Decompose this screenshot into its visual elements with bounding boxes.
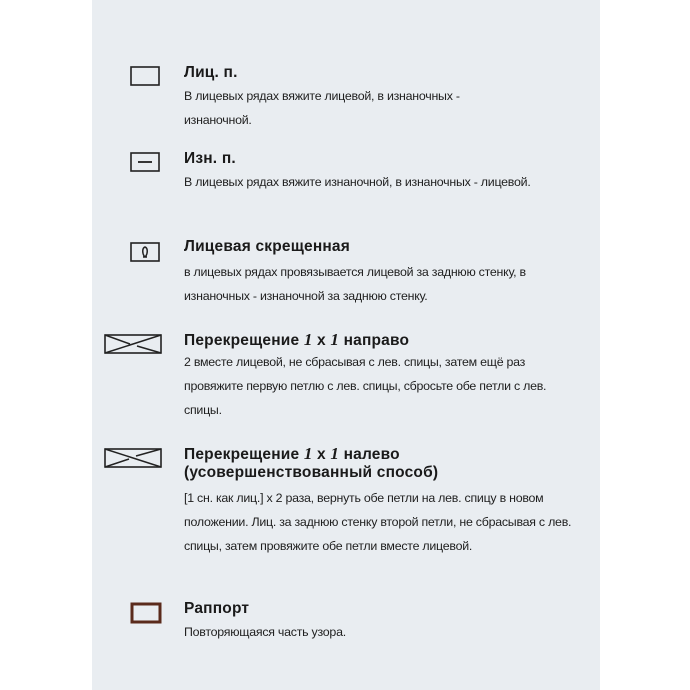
title-text: Перекрещение xyxy=(184,446,304,463)
legend-description: в лицевых рядах провязывается лицевой за заднюю стенку, в изнаночных - изнаночной за заднюю стенку. xyxy=(184,265,526,303)
title-times: x xyxy=(312,446,331,463)
legend-title: Лицевая скрещенная xyxy=(184,238,351,255)
legend-description: В лицевых рядах вяжите лицевой, в изнаночных - изнаночной. xyxy=(184,89,460,127)
left-cross-symbol-icon xyxy=(104,448,162,468)
knit-symbol-icon xyxy=(130,66,160,86)
legend-title: Раппорт xyxy=(184,600,250,617)
title-direction: направо xyxy=(339,332,410,349)
legend-title: Изн. п. xyxy=(184,150,236,167)
legend-description: Повторяющаяся часть узора. xyxy=(184,625,346,639)
title-number: 1 xyxy=(303,444,313,463)
title-direction: налево xyxy=(339,446,400,463)
right-cross-symbol-icon xyxy=(104,334,162,354)
legend-title xyxy=(184,444,400,464)
legend-description: 2 вместе лицевой, не сбрасывая с лев. спицы, затем ещё раз провяжите первую петлю с лев. спицы, сбросьте обе петли с лев. спицы. xyxy=(184,355,547,417)
legend-description: В лицевых рядах вяжите изнаночной, в изнаночных - лицевой. xyxy=(184,175,531,189)
repeat-symbol-icon xyxy=(130,602,162,624)
legend-description: [1 сн. как лиц.] x 2 раза, вернуть обе петли на лев. спицу в новом положении. Лиц. за заднюю стенку второй петли, не сбрасывая с лев. спицы, затем провяжите обе петли вместе лицевой. xyxy=(184,491,572,553)
title-number: 1 xyxy=(330,330,340,349)
legend-title-line2: (усовершенствованный способ) xyxy=(184,464,439,481)
title-text: Перекрещение xyxy=(184,332,304,349)
twisted-knit-symbol-icon xyxy=(130,242,160,262)
legend-title xyxy=(184,330,409,350)
purl-symbol-icon xyxy=(130,152,160,172)
title-times: x xyxy=(312,332,331,349)
title-number: 1 xyxy=(303,330,313,349)
legend-title: Лиц. п. xyxy=(184,64,238,81)
title-number: 1 xyxy=(330,444,340,463)
